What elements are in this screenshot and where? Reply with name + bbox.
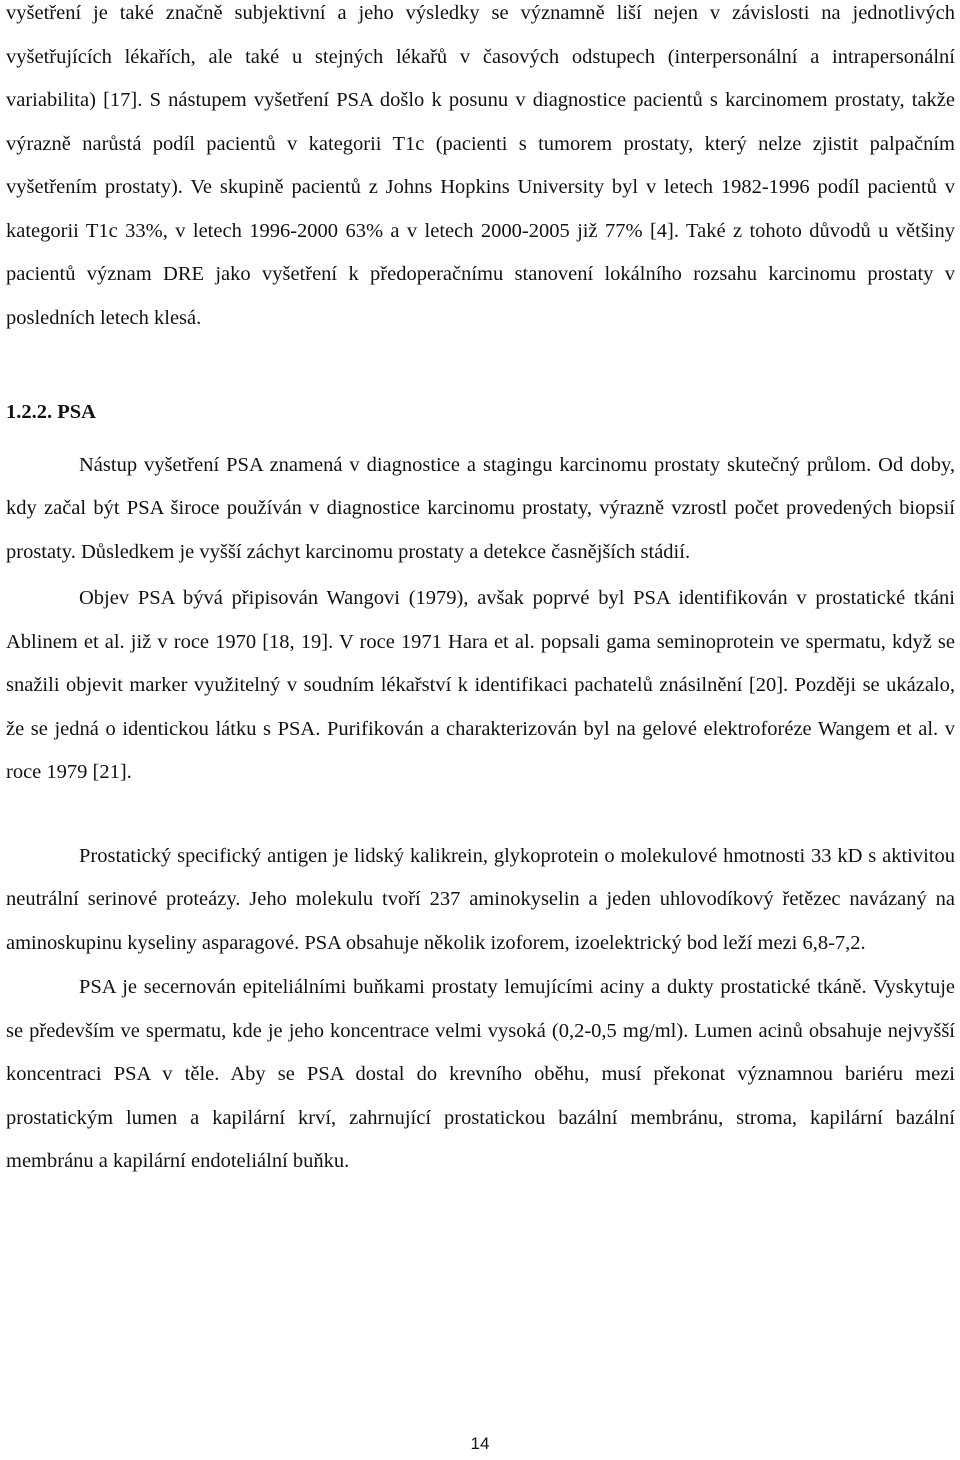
document-page — [6, 0, 955, 1184]
paragraph-psa-secretion: PSA je secernován epiteliálními buňkami prostaty lemujícími aciny a dukty prostatické tkáně. Vyskytuje se především ve spermatu, kde je jeho koncentrace velmi vysoká (0,2-0,5 mg/ml). Lumen acinů obsahuje nejvyšší koncentraci PSA v těle. Aby se PSA dostal do krevního oběhu, musí překonat významnou bariéru mezi prostatickým lumen a kapilární krví, zahrnující prostatickou bazální membránu, stroma, kapilární bazální membránu a kapilární endoteliální buňku. — [6, 976, 955, 1172]
section-heading: 1.2.2. PSA — [6, 401, 96, 423]
paragraph-psa-structure: Prostatický specifický antigen je lidský kalikrein, glykoprotein o molekulové hmotnosti 33 kD s aktivitou neutrální serinové proteázy. Jeho molekulu tvoří 237 aminokyselin a jeden uhlovodíkový řetězec navázaný na aminoskupinu kyseliny asparagové. PSA obsahuje několik izoforem, izoelektrický bod leží mezi 6,8-7,2. — [6, 844, 955, 954]
paragraph-psa-intro: Nástup vyšetření PSA znamená v diagnostice a stagingu karcinomu prostaty skutečný průlom. Od doby, kdy začal být PSA široce používán v diagnostice karcinomu prostaty, výrazně vzrostl počet provedených biopsií prostaty. Důsledkem je vyšší záchyt karcinomu prostaty a detekce časnějších stádií. — [6, 453, 955, 563]
page-number: 14 — [470, 1434, 490, 1453]
paragraph-continued: vyšetření je také značně subjektivní a jeho výsledky se významně liší nejen v závislosti na jednotlivých vyšetřujících lékařích, ale také u stejných lékařů v časových odstupech (interpersonální a intrapersonální variabilita) [17]. S nástupem vyšetření PSA došlo k posunu v diagnostice pacientů s karcinomem prostaty, takže výrazně narůstá podíl pacientů v kategorii T1c (pacienti s tumorem prostaty, který nelze zjistit palpačním vyšetřením prostaty). Ve skupině pacientů z Johns Hopkins University byl v letech 1982-1996 podíl pacientů v kategorii T1c 33%, v letech 1996-2000 63% a v letech 2000-2005 již 77% [4]. Také z tohoto důvodů u většiny pacientů význam DRE jako vyšetření k předoperačnímu stanovení lokálního rozsahu karcinomu prostaty v posledních letech klesá. — [6, 2, 955, 329]
paragraph-psa-discovery: Objev PSA bývá připisován Wangovi (1979), avšak poprvé byl PSA identifikován v prostatické tkáni Ablinem et al. již v roce 1970 [18, 19]. V roce 1971 Hara et al. popsali gama seminoprotein ve spermatu, když se snažili objevit marker využitelný v soudním lékařství k identifikaci pachatelů znásilnění [20]. Později se ukázalo, že se jedná o identickou látku s PSA. Purifikován a charakterizován byl na gelové elektroforéze Wangem et al. v roce 1979 [21]. — [6, 587, 955, 783]
